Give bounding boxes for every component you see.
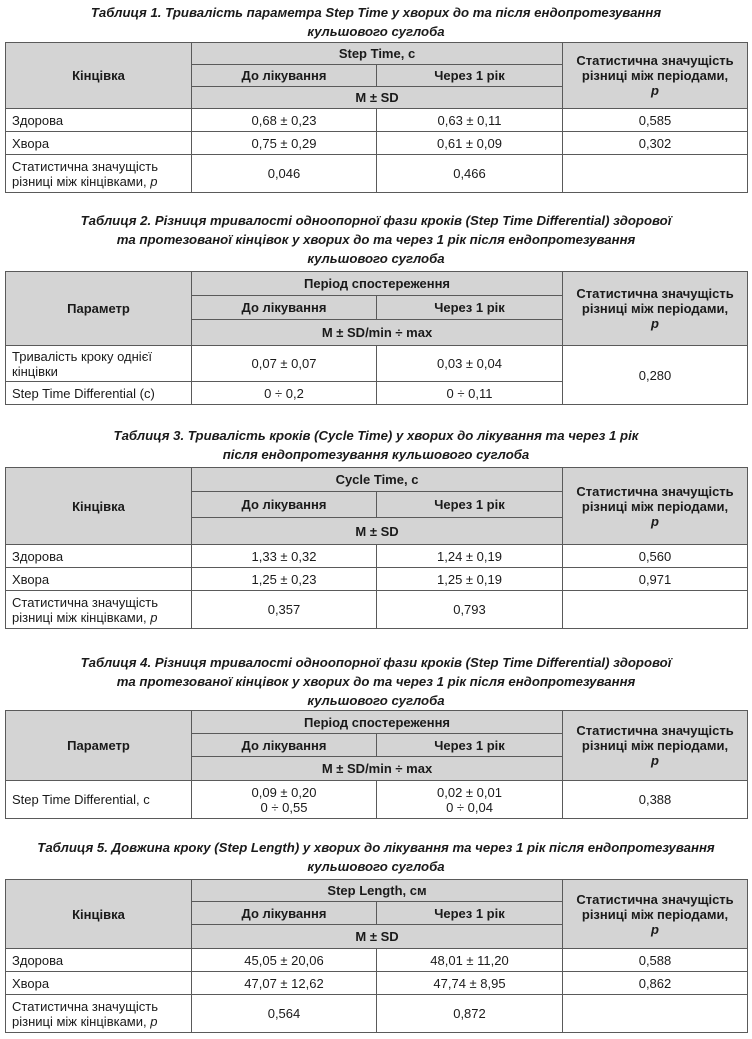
row-label: Тривалість кроку однієї кінцівки	[6, 346, 192, 382]
col-header-after: Через 1 рік	[377, 65, 563, 87]
table-row	[6, 995, 748, 1033]
table-3	[5, 467, 748, 629]
cell-before: 0,564	[192, 995, 377, 1033]
p-symbol: p	[651, 753, 659, 768]
cell-p	[563, 591, 748, 629]
group-header: Step Time, с	[192, 43, 563, 65]
caption-line: Таблиця 2. Різниця тривалості одноопорної фази кроків (Step Time Differential) здорової	[80, 213, 672, 228]
stat-header: M ± SD/min ÷ max	[192, 757, 563, 781]
cell-before: 45,05 ± 20,06	[192, 949, 377, 972]
cell-before: 0 ÷ 0,2	[192, 382, 377, 405]
after-range: 0 ÷ 0,04	[446, 799, 493, 815]
caption-line: Таблиця 5. Довжина кроку (Step Length) у хворих до лікування та через 1 рік після ендопротезування	[37, 840, 715, 855]
footer-label: Статистична значущість різниці між кінцівками,	[12, 594, 159, 625]
table-5	[5, 879, 748, 1033]
cell-p	[563, 155, 748, 193]
col-header-after: Через 1 рік	[377, 296, 563, 320]
cell-before: 0,046	[192, 155, 377, 193]
cell-p	[563, 995, 748, 1033]
before-range: 0 ÷ 0,55	[260, 799, 308, 815]
col-header-before: До лікування	[192, 902, 377, 925]
p-symbol: p	[150, 1013, 158, 1029]
caption-line: Таблиця 3. Тривалість кроків (Cycle Time) у хворих до лікування та через 1 рік	[113, 428, 639, 443]
table-row	[6, 781, 748, 819]
col-header-after: Через 1 рік	[377, 902, 563, 925]
caption-line: кульшового суглоба	[307, 859, 445, 874]
caption-line: Таблиця 4. Різниця тривалості одноопорної фази кроків (Step Time Differential) здорової	[80, 655, 672, 670]
after-mean-sd: 0,02 ± 0,01	[437, 784, 502, 800]
cell-after: 0,61 ± 0,09	[377, 132, 563, 155]
significance-label: Статистична значущість різниці між періодами,	[576, 723, 734, 753]
table-row	[6, 591, 748, 629]
before-mean-sd: 0,09 ± 0,20	[251, 784, 317, 800]
col-header-after: Через 1 рік	[377, 734, 563, 757]
col-header-limb: Кінцівка	[6, 468, 192, 545]
table-row	[6, 155, 748, 193]
stat-header: M ± SD	[192, 87, 563, 109]
significance-label: Статистична значущість різниці між періодами,	[576, 891, 734, 922]
significance-label: Статистична значущість різниці між періодами,	[576, 286, 734, 316]
cell-p: 0,280	[563, 346, 748, 405]
col-header-before: До лікування	[192, 65, 377, 87]
cell-before: 0,07 ± 0,07	[192, 346, 377, 382]
table-2-caption	[0, 211, 752, 268]
col-header-parameter: Параметр	[6, 272, 192, 346]
table-row	[6, 949, 748, 972]
row-label: Step Time Differential, с	[6, 781, 192, 819]
group-header: Cycle Time, с	[192, 468, 563, 492]
col-header-after: Через 1 рік	[377, 492, 563, 518]
caption-line: Таблиця 1. Тривалість параметра Step Time у хворих до та після ендопротезування	[90, 5, 662, 20]
row-label: Здорова	[6, 949, 192, 972]
table-row	[6, 346, 748, 382]
table-row	[6, 109, 748, 132]
cell-p: 0,971	[563, 568, 748, 591]
cell-p: 0,302	[563, 132, 748, 155]
cell-before: 1,33 ± 0,32	[192, 545, 377, 568]
footer-label: Статистична значущість різниці між кінцівками,	[12, 998, 159, 1029]
cell-before: 0,75 ± 0,29	[192, 132, 377, 155]
significance-label: Статистична значущість різниці між періодами,	[576, 483, 734, 514]
col-header-before: До лікування	[192, 734, 377, 757]
table-4-caption	[0, 653, 752, 710]
caption-line: та протезованої кінцівок у хворих до та через 1 рік після ендопротезування	[116, 674, 636, 689]
cell-before: 0,357	[192, 591, 377, 629]
p-symbol: p	[150, 173, 158, 189]
cell-after: 1,25 ± 0,19	[377, 568, 563, 591]
row-label	[6, 155, 192, 193]
cell-p: 0,388	[563, 781, 748, 819]
cell-p: 0,585	[563, 109, 748, 132]
col-header-significance	[563, 468, 748, 545]
col-header-significance	[563, 272, 748, 346]
cell-after: 0,466	[377, 155, 563, 193]
table-row	[6, 132, 748, 155]
caption-line: кульшового суглоба	[307, 251, 445, 266]
group-header: Період спостереження	[192, 272, 563, 296]
caption-line: та протезованої кінцівок у хворих до та через 1 рік після ендопротезування	[116, 232, 636, 247]
cell-p: 0,560	[563, 545, 748, 568]
table-2	[5, 271, 748, 405]
cell-before: 1,25 ± 0,23	[192, 568, 377, 591]
table-row	[6, 972, 748, 995]
caption-line: після ендопротезування кульшового суглоба	[222, 447, 530, 462]
cell-after: 48,01 ± 11,20	[377, 949, 563, 972]
cell-before: 0,68 ± 0,23	[192, 109, 377, 132]
cell-p: 0,862	[563, 972, 748, 995]
p-symbol: p	[651, 921, 659, 937]
stat-header: M ± SD/min ÷ max	[192, 320, 563, 346]
cell-after: 0 ÷ 0,11	[377, 382, 563, 405]
table-row	[6, 545, 748, 568]
col-header-limb: Кінцівка	[6, 43, 192, 109]
table-4	[5, 710, 748, 819]
table-3-caption	[0, 426, 752, 464]
col-header-before: До лікування	[192, 296, 377, 320]
cell-after: 0,63 ± 0,11	[377, 109, 563, 132]
p-symbol: p	[651, 316, 659, 331]
row-label: Step Time Differential (c)	[6, 382, 192, 405]
p-symbol: p	[651, 83, 659, 98]
significance-label: Статистична значущість різниці між періодами,	[576, 53, 734, 83]
stat-header: M ± SD	[192, 925, 563, 949]
group-header: Період спостереження	[192, 711, 563, 734]
col-header-limb: Кінцівка	[6, 880, 192, 949]
row-label: Здорова	[6, 109, 192, 132]
cell-after: 0,03 ± 0,04	[377, 346, 563, 382]
cell-after: 47,74 ± 8,95	[377, 972, 563, 995]
col-header-significance	[563, 880, 748, 949]
row-label: Здорова	[6, 545, 192, 568]
cell-after: 1,24 ± 0,19	[377, 545, 563, 568]
table-row	[6, 568, 748, 591]
group-header: Step Length, см	[192, 880, 563, 902]
cell-after: 0,872	[377, 995, 563, 1033]
cell-p: 0,588	[563, 949, 748, 972]
cell-before: 47,07 ± 12,62	[192, 972, 377, 995]
p-symbol: p	[150, 609, 158, 625]
row-label: Хвора	[6, 568, 192, 591]
row-label	[6, 995, 192, 1033]
col-header-parameter: Параметр	[6, 711, 192, 781]
cell-before	[192, 781, 377, 819]
caption-line: кульшового суглоба	[307, 24, 445, 39]
caption-line: кульшового суглоба	[307, 693, 445, 708]
table-1-caption	[0, 3, 752, 41]
stat-header: M ± SD	[192, 518, 563, 545]
col-header-significance	[563, 43, 748, 109]
table-5-caption	[0, 838, 752, 876]
p-symbol: p	[651, 513, 659, 529]
col-header-significance	[563, 711, 748, 781]
row-label: Хвора	[6, 132, 192, 155]
row-label: Хвора	[6, 972, 192, 995]
col-header-before: До лікування	[192, 492, 377, 518]
footer-label: Статистична значущість різниці між кінцівками,	[12, 158, 159, 189]
table-1	[5, 42, 748, 193]
cell-after: 0,793	[377, 591, 563, 629]
cell-after	[377, 781, 563, 819]
row-label	[6, 591, 192, 629]
